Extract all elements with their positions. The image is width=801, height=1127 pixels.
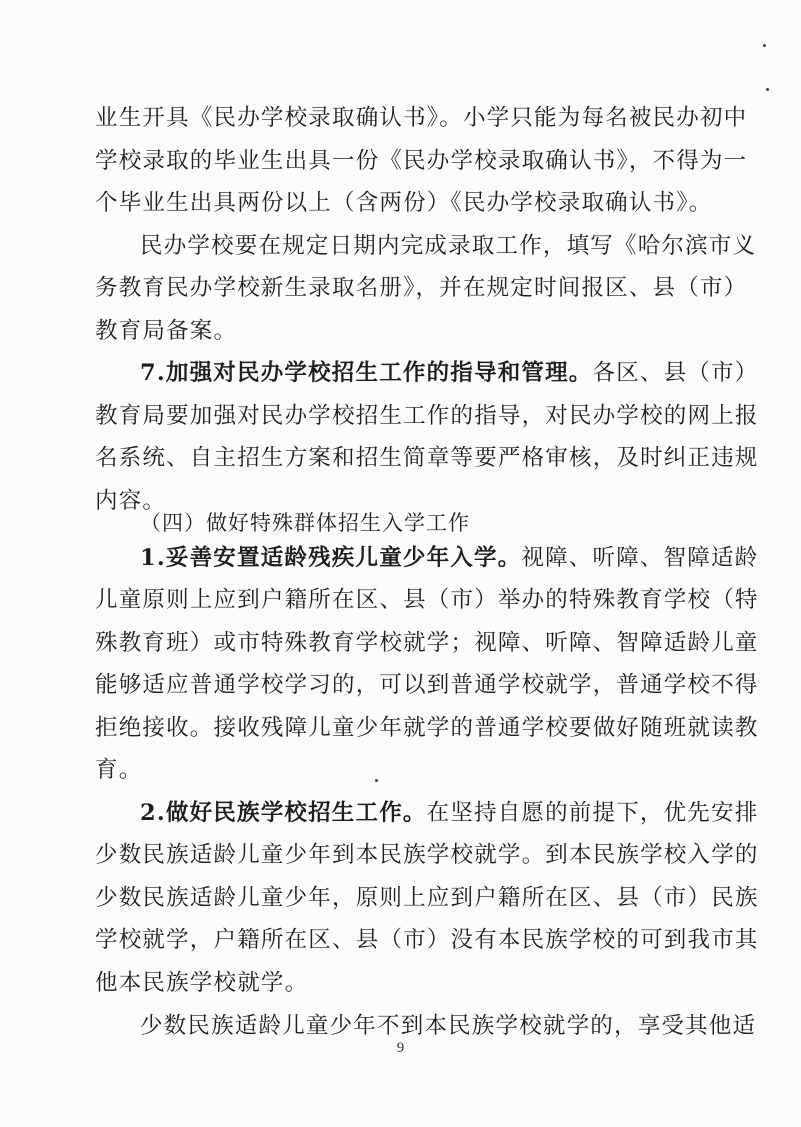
p4-line-5: 拒绝接收。接收残障儿童少年就学的普通学校要做好随班就读教: [95, 715, 759, 741]
scan-speck: [375, 779, 378, 782]
p5-line-4: 学校就学，户籍所在区、县（市）没有本民族学校的可到我市其: [95, 927, 759, 953]
p4-line-4: 能够适应普通学校学习的，可以到普通学校就学，普通学校不得: [95, 672, 759, 698]
p5-line-2: 少数民族适龄儿童少年到本民族学校就学。到本民族学校入学的: [95, 842, 759, 868]
p5-line-5: 他本民族学校就学。: [95, 970, 309, 996]
p2-line-2: 务教育民办学校新生录取名册》，并在规定时间报区、县（市）: [95, 275, 748, 301]
p4-lead-heading: 1.妥善安置适龄残疾儿童少年入学。: [140, 545, 522, 571]
p4-line-1-rest: 视障、听障、智障适龄: [521, 545, 759, 571]
p2-line-1: 民办学校要在规定日期内完成录取工作，填写《哈尔滨市义: [140, 233, 757, 259]
p5-lead-heading: 2.做好民族学校招生工作。: [140, 800, 427, 826]
p5-line-1: [140, 798, 780, 828]
p3-line-3: 名系统、自主招生方案和招生简章等要严格审核，及时纠正违规: [95, 445, 759, 471]
p3-lead-heading: 7.加强对民办学校招生工作的指导和管理。: [140, 360, 593, 386]
p1-line-1: 业生开具《民办学校录取确认书》。小学只能为每名被民办初中: [95, 105, 748, 131]
p4-line-3: 殊教育班）或市特殊教育学校就学；视障、听障、智障适龄儿童: [95, 630, 759, 656]
p6-line-1: 少数民族适龄儿童少年不到本民族学校就学的，享受其他适: [140, 1013, 757, 1039]
p4-line-1: [140, 543, 780, 573]
page-number: 9: [396, 1040, 405, 1056]
p4-line-6: 育。: [95, 757, 143, 783]
p4-line-2: 儿童原则上应到户籍所在区、县（市）举办的特殊教育学校（特: [95, 587, 759, 613]
p5-line-1-rest: 在坚持自愿的前提下，优先安排: [426, 800, 759, 826]
p3-line-4: 内容。: [95, 488, 167, 514]
p5-line-3: 少数民族适龄儿童少年，原则上应到户籍所在区、县（市）民族: [95, 885, 759, 911]
section-heading-4: （四）做好特殊群体招生入学工作: [140, 511, 470, 535]
p3-line-2: 教育局要加强对民办学校招生工作的指导，对民办学校的网上报: [95, 403, 759, 429]
scan-speck: [766, 88, 769, 91]
p2-line-3: 教育局备案。: [95, 318, 238, 344]
scan-speck: [763, 44, 766, 47]
p1-line-2: 学校录取的毕业生出具一份《民办学校录取确认书》，不得为一: [95, 148, 748, 174]
p3-line-1: [140, 358, 780, 388]
p1-line-3: 个毕业生出具两份以上（含两份）《民办学校录取确认书》。: [95, 190, 713, 216]
p3-line-1-rest: 各区、县（市）: [592, 360, 759, 386]
